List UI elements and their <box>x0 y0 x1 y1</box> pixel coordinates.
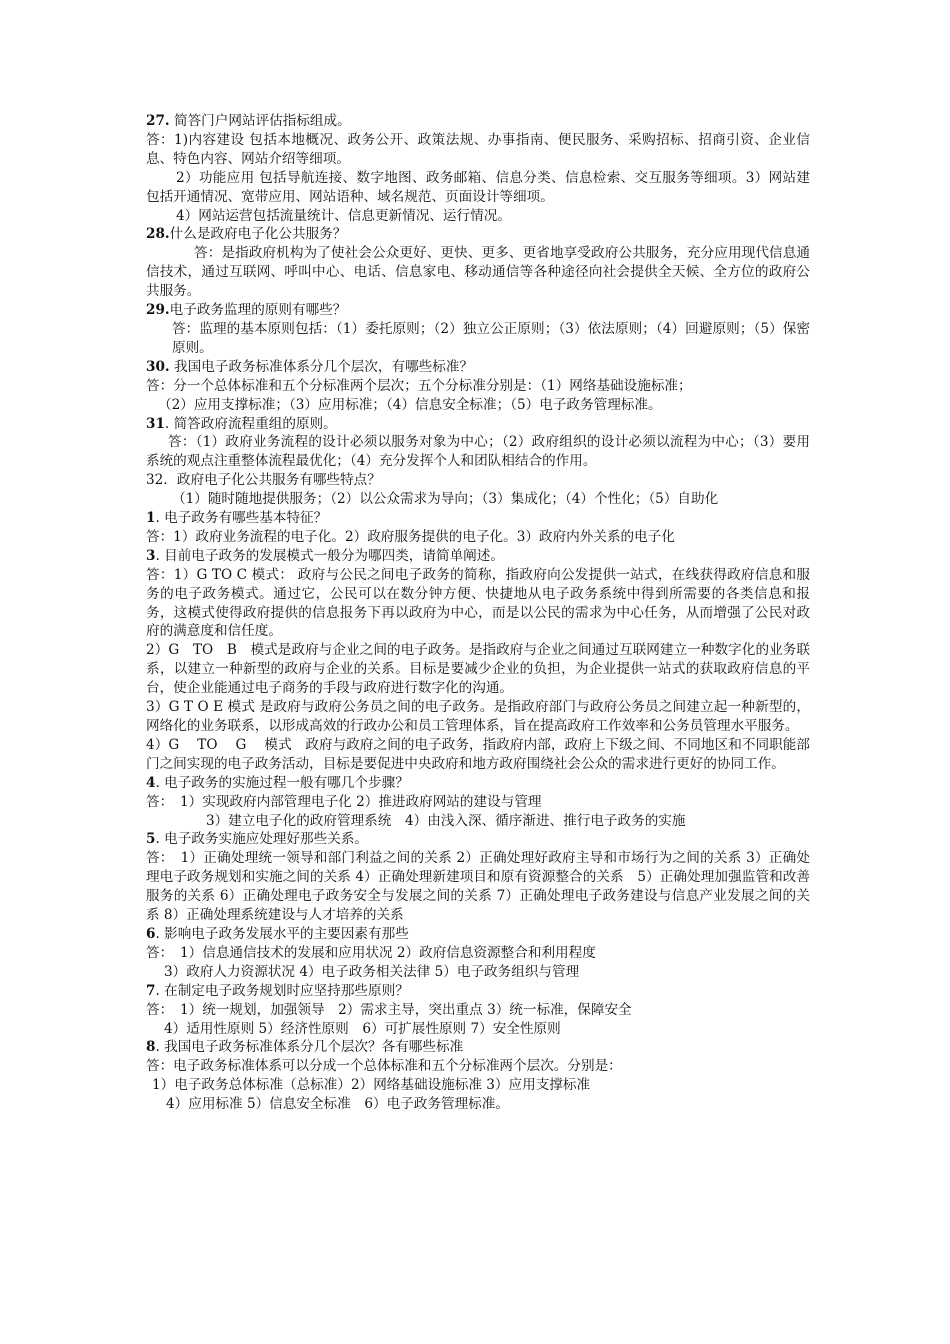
answer-3-gtog: 4）G TO G 模式 政府与政府之间的电子政务，指政府内部，政府上下级之间、不同地区和不同职能部门之间实现的电子政务活动，目标是要促进中央政府和地方政府围绕社会公众的需求进行更好的协同工作。 <box>146 736 810 772</box>
answer-8-part2: 1）电子政务总体标准（总标准）2）网络基础设施标准 3）应用支撑标准 <box>152 1077 591 1094</box>
answer-1: 答：1）政府业务流程的电子化。2）政府服务提供的电子化。3）政府内外关系的电子化 <box>146 528 675 545</box>
question-8-heading: 8. 我国电子政务标准体系分几个层次？各有哪些标准 <box>146 1039 464 1056</box>
answer-7-part1: 答： 1）统一规划，加强领导 2）需求主导，突出重点 3）统一标准，保障安全 <box>146 1001 632 1018</box>
document-page <box>146 112 810 1114</box>
answer-5: 答： 1）正确处理统一领导和部门利益之间的关系 2）正确处理好政府主导和市场行为之间的关系 3）正确处理电子政务规划和实施之间的关系 4）正确处理新建项目和原有资源整合的关系 5）正确处理加强监管和改善服务的关系 6）正确处理电子政务安全与发展之间的关系 7）正确处理电子政务建设与信息产业发展之间的关系 8）正确处理系统建设与人才培养的关系 <box>146 850 810 924</box>
answer-6-part2: 3）政府人力资源状况 4）电子政务相关法律 5）电子政务组织与管理 <box>164 963 580 980</box>
question-31-heading: 31. 简答政府流程重组的原则。 <box>146 415 337 432</box>
answer-27-part2: 2）功能应用 包括导航连接、数字地图、政务邮箱、信息分类、信息检索、交互服务等细项。3）网站建 包括开通情况、宽带应用、网站语种、域名规范、页面设计等细项。 <box>146 169 810 205</box>
answer-6-part1: 答： 1）信息通信技术的发展和应用状况 2）政府信息资源整合和利用程度 <box>146 944 596 961</box>
question-30-heading: 30. 我国电子政务标准体系分几个层次，有哪些标准？ <box>146 358 474 375</box>
question-7-heading: 7. 在制定电子政务规划时应坚持那些原则？ <box>146 982 409 999</box>
question-27-heading: 27. 简答门户网站评估指标组成。 <box>146 113 351 129</box>
answer-8-part3: 4）应用标准 5）信息安全标准 6）电子政务管理标准。 <box>166 1096 509 1113</box>
answer-29: 答：监理的基本原则包括：（1）委托原则；（2）独立公正原则；（3）依法原则；（4）回避原则；（5）保密原则。 <box>172 320 810 356</box>
question-28-heading: 28.什么是政府电子化公共服务？ <box>146 226 347 243</box>
answer-30-part1: 答：分一个总体标准和五个分标准两个层次；五个分标准分别是：（1）网络基础设施标准； <box>146 377 692 394</box>
question-6-heading: 6. 影响电子政务发展水平的主要因素有那些 <box>146 925 409 942</box>
answer-4-part1: 答： 1）实现政府内部管理电子化 2）推进政府网站的建设与管理 <box>146 793 542 810</box>
answer-3-gtob: 2）G TO B 模式是政府与企业之间的电子政务。是指政府与企业之间通过互联网建立一种数字化的业务联系，以建立一种新型的政府与企业的关系。目标是要减少企业的负担，为企业提供一站式的获取政府信息的平台，使企业能通过电子商务的手段与政府进行数字化的沟通。 <box>146 642 810 697</box>
question-1-heading: 1. 电子政务有哪些基本特征？ <box>146 510 328 527</box>
question-3-heading: 3. 目前电子政务的发展模式一般分为哪四类，请简单阐述。 <box>146 547 504 564</box>
answer-32: （1）随时随地提供服务；（2）以公众需求为导向；（3）集成化；（4）个性化；（5）自助化 <box>172 491 719 508</box>
question-5-heading: 5. 电子政务实施应处理好那些关系。 <box>146 831 369 848</box>
answer-28: 答：是指政府机构为了使社会公众更好、更快、更多、更省地享受政府公共服务，充分应用现代信息通信技术，通过互联网、呼叫中心、电话、信息家电、移动通信等各种途径向社会提供全天候、全方位的政府公共服务。 <box>146 245 810 300</box>
question-32-heading: 32．政府电子化公共服务有哪些特点？ <box>146 472 381 489</box>
question-4-heading: 4. 电子政务的实施过程一般有哪几个步骤？ <box>146 774 409 791</box>
answer-4-part2: 3）建立电子化的政府管理系统 4）由浅入深、循序渐进、推行电子政务的实施 <box>206 812 686 829</box>
answer-27-part1: 答：1)内容建设 包括本地概况、政务公开、政策法规、办事指南、便民服务、采购招标、招商引资、企业信息、特色内容、网站介绍等细项。 <box>146 131 810 167</box>
answer-7-part2: 4）适用性原则 5）经济性原则 6）可扩展性原则 7）安全性原则 <box>164 1020 561 1037</box>
answer-27-part3: 4）网站运营包括流量统计、信息更新情况、运行情况。 <box>176 207 511 224</box>
answer-3-gtoe: 3）G T O E 模式 是政府与政府公务员之间的电子政务。是指政府部门与政府公务员之间建立起一种新型的，网络化的业务联系，以形成高效的行政办公和员工管理体系，旨在提高政府工作效率和公务员管理水平服务。 <box>146 699 810 734</box>
answer-30-part2: （2）应用支撑标准；（3）应用标准；（4）信息安全标准；（5）电子政务管理标准。 <box>158 396 662 413</box>
answer-8-part1: 答：电子政务标准体系可以分成一个总体标准和五个分标准两个层次。分别是： <box>146 1058 622 1075</box>
answer-31: 答：（1）政府业务流程的设计必须以服务对象为中心；（2）政府组织的设计必须以流程为中心；（3）要用系统的观点注重整体流程最优化；（4）充分发挥个人和团队相结合的作用。 <box>146 434 810 470</box>
answer-3-gtoc: 答：1）G TO C 模式： 政府与公民之间电子政务的简称，指政府向公发提供一站式，在线获得政府信息和服务的电子政务模式。通过它，公民可以在数分钟方便、快捷地从电子政务系统中得到所需要的各类信息和报务，这模式使得政府提供的信息报务下再以政府为中心，而是以公民的需求为中心任务，从而增强了公民对政府的满意度和信任度。 <box>146 566 810 640</box>
question-29-heading: 29.电子政务监理的原则有哪些？ <box>146 302 347 319</box>
